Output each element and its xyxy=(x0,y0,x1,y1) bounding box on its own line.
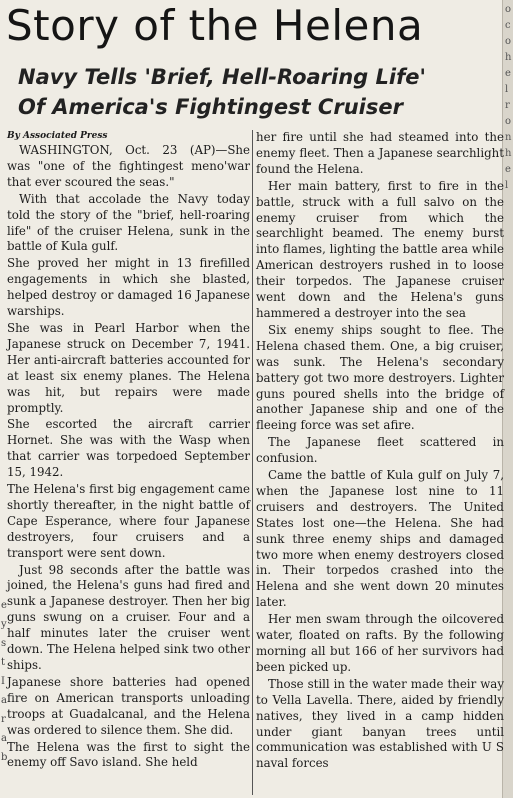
column-divider xyxy=(252,130,253,795)
margin-letter: o xyxy=(505,4,512,15)
paragraph: The Helena was the first to sight the enemy off Savo island. She held xyxy=(7,739,250,770)
margin-letter: n xyxy=(505,132,512,143)
margin-letter: a xyxy=(1,695,7,706)
margin-letter: r xyxy=(1,714,6,725)
paragraph: Her main battery, first to fire in the battle, struck with a full salvo on the enemy cruiser from which the searchlight beamed. The enemy burst into flames, lighting the battle area while American destroyers rushed in to loose their torpedos. The Japanese cruiser went down and the Helena's guns hammered a destroyer into the sea xyxy=(256,178,504,320)
subheadline-line-1: Navy Tells 'Brief, Hell-Roaring Life' xyxy=(18,65,426,89)
paragraph: She proved her might in 13 firefilled engagements in which she blasted, helped destroy or damaged 16 Japanese warships. xyxy=(7,256,250,319)
margin-letter: l xyxy=(505,84,509,95)
margin-letter: h xyxy=(505,148,512,159)
paragraph: WASHINGTON, Oct. 23 (AP)—She was "one of the fightingest meno'war that ever scoured the seas." xyxy=(7,143,250,189)
paragraph: The Japanese fleet scattered in confusion. xyxy=(256,435,504,466)
article-column-left xyxy=(7,143,250,771)
paragraph: She was in Pearl Harbor when the Japanese struck on December 7, 1941. Her anti-aircraft batteries accounted for at least six enemy planes. The Helena was hit, but repairs were made promptly. xyxy=(7,320,250,415)
margin-letter: y xyxy=(1,619,7,630)
margin-letter: l xyxy=(505,180,509,191)
paragraph: Just 98 seconds after the battle was joined, the Helena's guns had fired and sunk a Japanese destroyer. Then her big guns swung on a cruiser. Four and a half minutes later the cruiser went down. The Helena helped sink two other ships. xyxy=(7,562,250,672)
headline: Story of the Helena xyxy=(6,1,424,50)
article-column-right xyxy=(256,130,504,772)
margin-letter: h xyxy=(505,52,512,63)
margin-letter: e xyxy=(505,68,511,79)
paragraph: She escorted the aircraft carrier Hornet. She was with the Wasp when that carrier was torpedoed September 15, 1942. xyxy=(7,417,250,480)
subheadline xyxy=(18,62,502,122)
margin-letter: o xyxy=(505,36,512,47)
paragraph: The Helena's first big engagement came shortly thereafter, in the night battle of Cape Esperance, where four Japanese destroyers, four cruisers and a transport were sent down. xyxy=(7,482,250,560)
paragraph: Those still in the water made their way to Vella Lavella. There, aided by friendly natives, they lived in a camp hidden under giant banyan trees until communication was established with U S naval forces xyxy=(256,676,504,771)
paragraph: Japanese shore batteries had opened fire on American transports unloading troops at Guadalcanal, and the Helena was ordered to silence them. She did. xyxy=(7,674,250,737)
paragraph: her fire until she had steamed into the enemy fleet. Then a Japanese searchlight found the Helena. xyxy=(256,130,504,176)
margin-letter: b xyxy=(1,752,8,763)
margin-letter: r xyxy=(505,100,510,111)
margin-letter: c xyxy=(505,20,511,31)
margin-letter: s xyxy=(1,638,7,649)
paragraph: Came the battle of Kula gulf on July 7, when the Japanese lost nine to 11 cruisers and destroyers. The United States lost one—the Helena. She had sunk three enemy ships and damaged two more when enemy destroyers closed in. Their torpedos crashed into the Helena and she went down 20 minutes later. xyxy=(256,468,504,610)
margin-letter: e xyxy=(1,600,7,611)
margin-letter: o xyxy=(505,116,512,127)
margin-letter: I xyxy=(1,676,5,687)
paragraph: Her men swam through the oilcovered water, floated on rafts. By the following morning all but 166 of her survivors had been picked up. xyxy=(256,612,504,674)
margin-letter: e xyxy=(505,164,511,175)
margin-letter: a xyxy=(1,733,7,744)
paragraph: With that accolade the Navy today told the story of the "brief, hell-roaring life" of the cruiser Helena, sunk in the battle of Kula gulf. xyxy=(7,191,250,254)
paragraph: Six enemy ships sought to flee. The Helena chased them. One, a big cruiser, was sunk. The Helena's secondary battery got two more destroyers. Lighter guns poured shells into the bridge of another Japanese ship and one of the fleeing force was set afire. xyxy=(256,322,504,433)
byline: By Associated Press xyxy=(7,131,108,141)
margin-letter: t xyxy=(1,657,6,668)
subheadline-line-2: Of America's Fightingest Cruiser xyxy=(18,95,403,119)
